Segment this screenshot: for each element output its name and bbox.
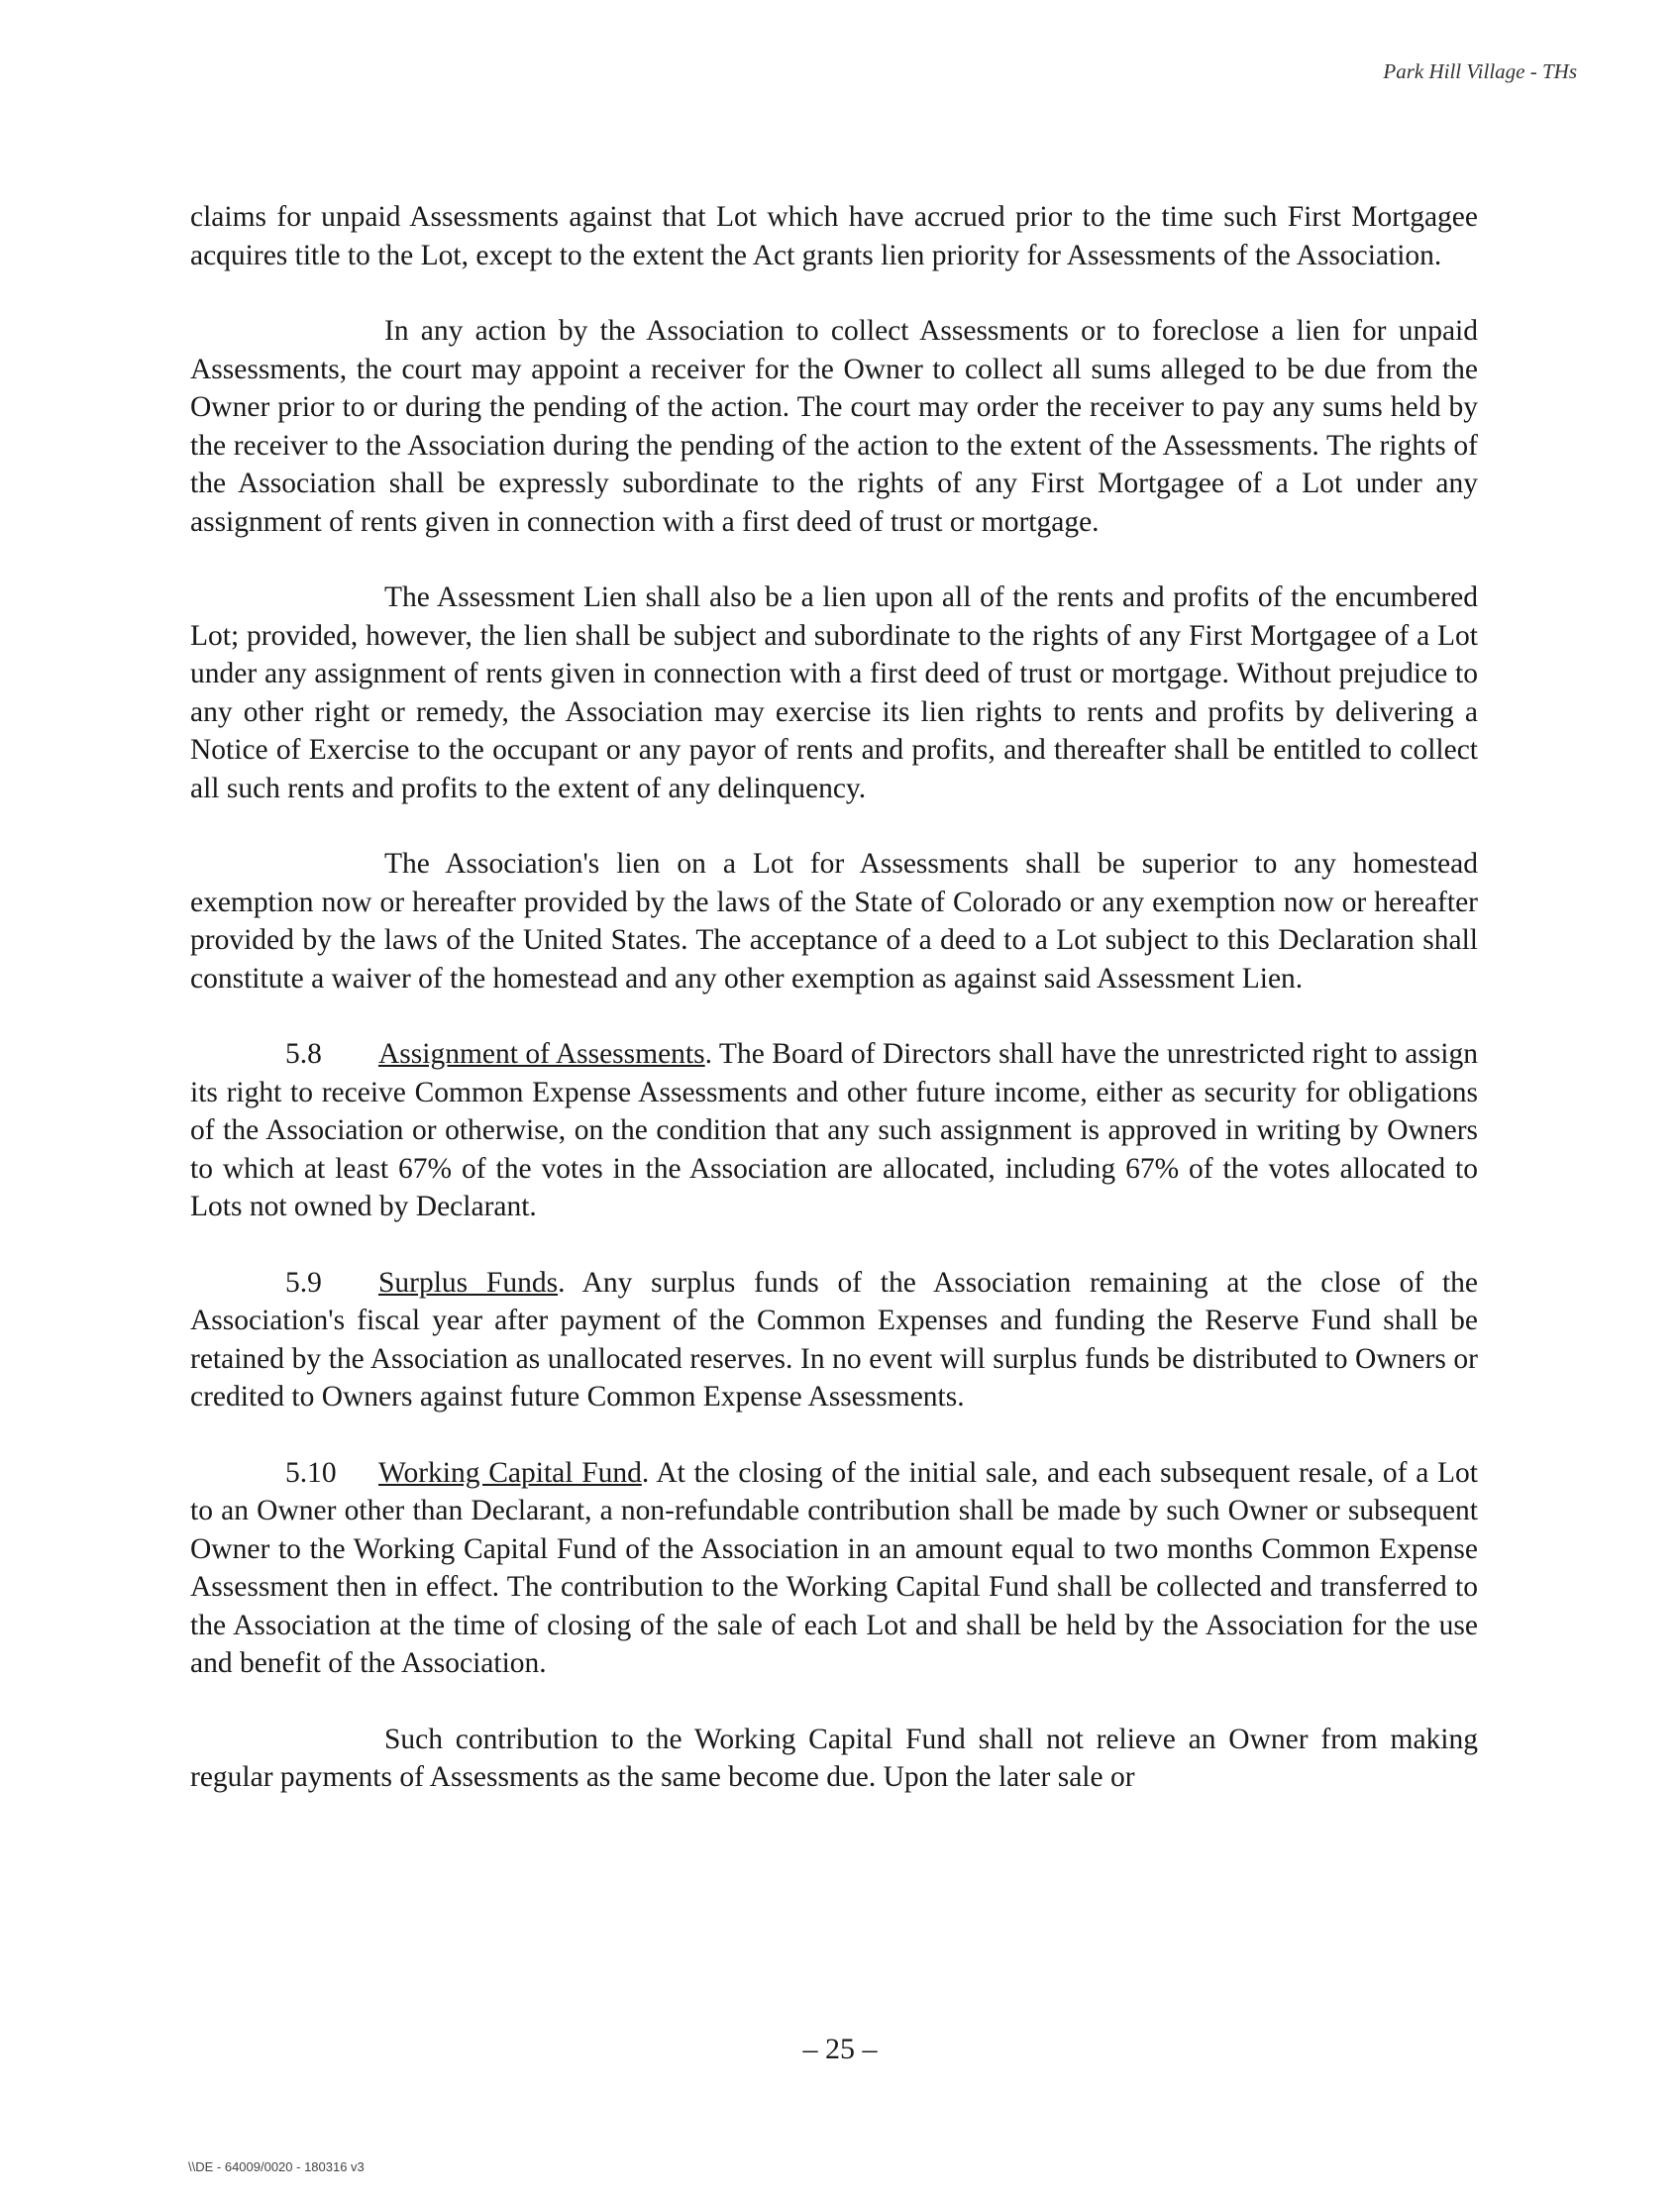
paragraph-working-capital-continued: Such contribution to the Working Capital Fund shall not relieve an Owner from making regular payments of Assessments as the same become due. Upon the later sale or: [190, 1723, 1478, 1793]
paragraph-rents-profits: The Assessment Lien shall also be a lien upon all of the rents and profits of the encumbered Lot; provided, however, the lien shall be subject and subordinate to the rights of any First Mortgagee of a Lot under any assignment of rents given in connection with a first deed of trust or mortgage. Without prejudice to any other right or remedy, the Association may exercise its lien rights to rents and profits by delivering a Notice of Exercise to the occupant or any payor of rents and profits, and thereafter shall be entitled to collect all such rents and profits to the extent of any delinquency.: [190, 581, 1478, 804]
document-id: \\DE - 64009/0020 - 180316 v3: [188, 2159, 365, 2174]
section-5-8: [190, 1035, 1478, 1226]
section-text: . The Board of Directors shall have the unrestricted right to assign its right to receive Common Expense Assessments and other future income, either as security for obligations of the Association or otherwise, on the condition that any such assignment is approved in writing by Owners to which at least 67% of the votes in the Association are allocated, including 67% of the votes allocated to Lots not owned by Declarant.: [190, 1038, 1479, 1222]
paragraph-receiver: In any action by the Association to collect Assessments or to foreclose a lien for unpaid Assessments, the court may appoint a receiver for the Owner to collect all sums alleged to be due from the Owner prior to or during the pending of the action. The court may order the receiver to pay any sums held by the receiver to the Association during the pending of the action to the extent of the Assessments. The rights of the Association shall be expressly subordinate to the rights of any First Mortgagee of a Lot under any assignment of rents given in connection with a first deed of trust or mortgage.: [190, 315, 1478, 538]
section-5-10: [190, 1454, 1478, 1683]
document-body: [190, 198, 1478, 1835]
section-text: . Any surplus funds of the Association remaining at the close of the Association's fiscal year after payment of the Common Expenses and funding the Reserve Fund shall be retained by the Association as unallocated reserves. In no event will surplus funds be distributed to Owners or credited to Owners against future Common Expense Assessments.: [190, 1266, 1479, 1413]
section-5-9: [190, 1264, 1478, 1416]
section-heading: Surplus Funds: [378, 1266, 559, 1299]
section-number: 5.10: [285, 1456, 337, 1489]
paragraph-homestead: The Association's lien on a Lot for Assessments shall be superior to any homestead exemption now or hereafter provided by the laws of the State of Colorado or any exemption now or hereafter provided by the laws of the United States. The acceptance of a deed to a Lot subject to this Declaration shall constitute a waiver of the homestead and any other exemption as against said Assessment Lien.: [190, 848, 1478, 995]
section-number: 5.8: [285, 1038, 322, 1070]
paragraph-continued-claims: claims for unpaid Assessments against that Lot which have accrued prior to the time such First Mortgagee acquires title to the Lot, except to the extent the Act grants lien priority for Assessments of the Association.: [190, 201, 1478, 271]
section-heading: Assignment of Assessments: [378, 1038, 705, 1070]
running-header: Park Hill Village - THs: [1383, 59, 1577, 83]
page-number: – 25 –: [802, 2033, 878, 2065]
section-number: 5.9: [285, 1266, 322, 1299]
section-text: . At the closing of the initial sale, and each subsequent resale, of a Lot to an Owner other than Declarant, a non-refundable contribution shall be made by such Owner or subsequent Owner to the Working Capital Fund of the Association in an amount equal to two months Common Expense Assessment then in effect. The contribution to the Working Capital Fund shall be collected and transferred to the Association at the time of closing of the sale of each Lot and shall be held by the Association for the use and benefit of the Association.: [190, 1456, 1479, 1679]
section-heading: Working Capital Fund: [378, 1456, 642, 1489]
